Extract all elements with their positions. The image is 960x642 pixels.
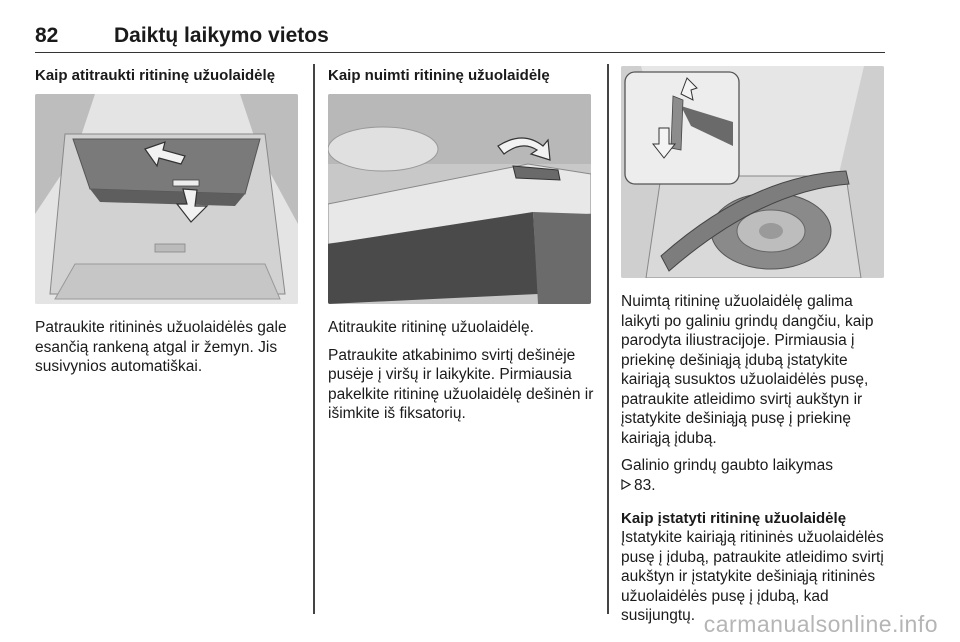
page-number: 82 bbox=[35, 24, 59, 47]
column-divider bbox=[607, 64, 609, 614]
column-retract-text bbox=[35, 318, 303, 377]
section-heading: Kaip įstatyti ritininę užuolaidėlę bbox=[621, 510, 847, 527]
xref-page-link[interactable]: 83. bbox=[634, 476, 656, 494]
triangle-right-icon bbox=[621, 476, 631, 496]
paragraph: Patraukite atkabinimo svirtį dešinėje pusėje į viršų ir laikykite. Pirmiausia pakelkite ritininę užuolaidėlę dešinėn ir išimkite iš fiksatorių. bbox=[328, 346, 594, 422]
watermark: carmanualsonline.info bbox=[703, 611, 938, 637]
page-title: Daiktų laikymo vietos bbox=[114, 24, 329, 47]
illustration-cargo-cover-remove bbox=[328, 94, 591, 304]
paragraph: Atitraukite ritininę užuolaidėlę. bbox=[328, 319, 534, 336]
page-header bbox=[35, 24, 885, 53]
section-heading: Kaip nuimti ritininę užuolaidėlę bbox=[328, 67, 550, 84]
column-remove-text bbox=[328, 318, 600, 424]
column-remove-cover bbox=[328, 66, 598, 85]
paragraph: Patraukite ritininės užuolaidėlės gale esančią rankeną atgal ir žemyn. Jis susivynios automatiškai. bbox=[35, 319, 287, 375]
section-heading: Kaip atitraukti ritininę užuolaidėlę bbox=[35, 67, 276, 84]
illustration-cargo-cover-retract bbox=[35, 94, 298, 304]
paragraph: Nuimtą ritininę užuolaidėlę galima laikyti po galiniu grindų dangčiu, kaip parodyta iliustracijoje. Pirmiausia į priekinę dešiniąją įdubą įstatykite kairiąją susuktos užuolaidėlės pusę, patraukite atleidimo svirtį aukštyn ir įstatykite dešiniąją pusę į priekinę kairiąją įdubą. bbox=[621, 293, 874, 447]
xref-label: Galinio grindų gaubto laikymas bbox=[621, 457, 833, 474]
illustration-cargo-cover-storage bbox=[621, 66, 884, 278]
cross-reference bbox=[621, 456, 893, 495]
column-divider bbox=[313, 64, 315, 614]
column-storage-text bbox=[621, 292, 893, 626]
paragraph: Įstatykite kairiąją ritininės užuolaidėlės pusę į įdubą, patraukite atleidimo svirtį aukštyn ir įstatykite dešiniąją ritininės užuolaidėlės pusę į įdubą, kad susijungtų. bbox=[621, 529, 884, 624]
column-retract-cover bbox=[35, 66, 303, 85]
